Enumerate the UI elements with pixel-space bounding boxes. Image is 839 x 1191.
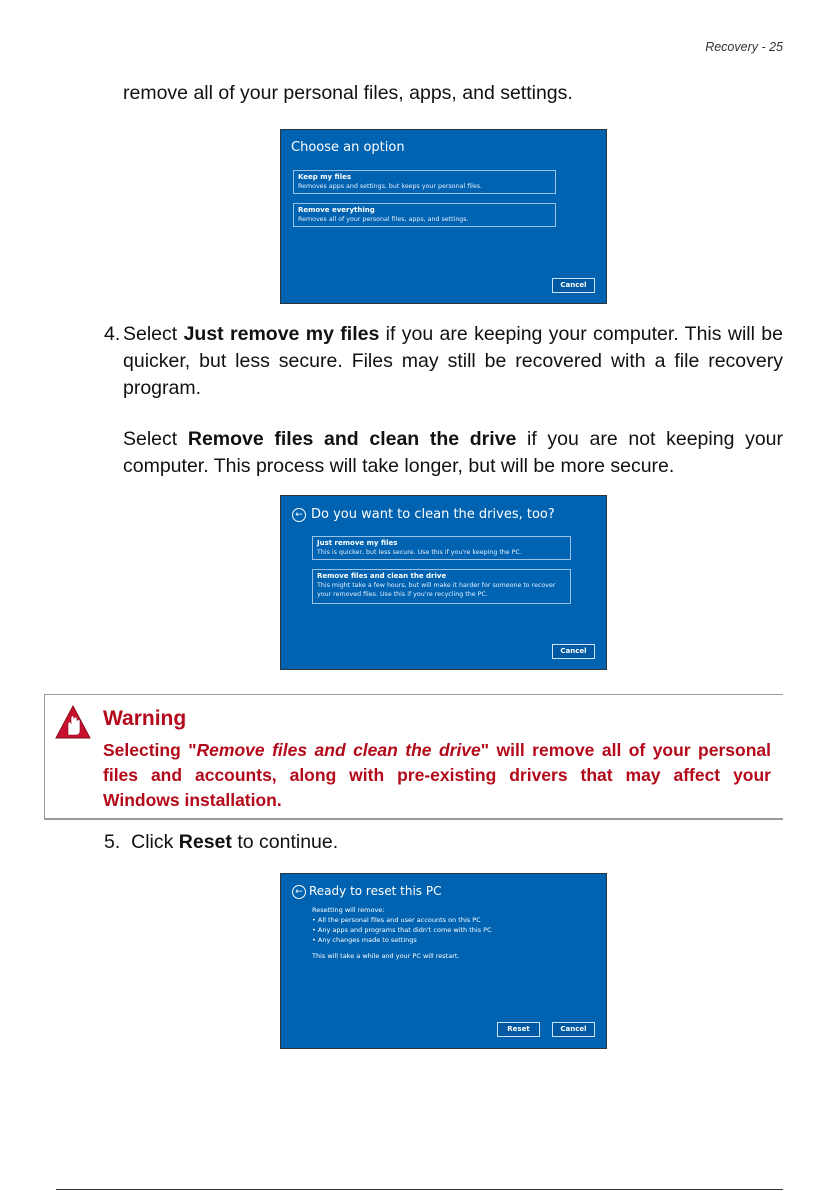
option-name-just-remove: Just remove my files [183,323,380,345]
option-remove-everything [293,203,556,227]
reset-bullet-1: • All the personal files and user accounts on this PC [312,916,481,924]
cancel-button: Cancel [552,278,595,293]
option-label: Just remove my files [317,539,398,547]
text-run: to continue. [231,831,339,853]
reset-button: Reset [497,1022,540,1037]
option-keep-my-files [293,170,556,194]
step-5-number: 5. [104,831,121,853]
text-run: Selecting " [103,740,197,760]
bullet-text: Any changes made to settings [317,936,417,944]
cancel-button: Cancel [552,1022,595,1037]
step-4-number: 4. [104,323,121,345]
footer-rule [56,1189,783,1190]
cancel-button: Cancel [552,644,595,659]
text-run: Click [131,831,179,853]
screen-title: Do you want to clean the drives, too? [311,507,555,522]
warning-box [44,694,783,820]
reset-intro: Resetting will remove: [312,906,385,914]
option-label: Keep my files [298,173,352,181]
option-desc: Removes all of your personal files, apps, and settings. [298,216,469,223]
screen-title: Ready to reset this PC [309,884,442,898]
option-remove-files-and-clean [312,569,571,604]
text-run: Select [123,428,188,450]
text-run: Select [123,323,184,345]
back-arrow-icon: ← [292,508,306,522]
step-4-paragraph-2 [123,426,783,480]
bullet-text: Any apps and programs that didn't come with this PC [317,926,492,934]
text-run: if you are keeping your computer. This will be quicker, but less secure. Files may still be recovered with a file recovery program. [123,323,783,399]
option-label: Remove files and clean the drive [317,572,447,580]
reset-note: This will take a while and your PC will restart. [312,952,460,960]
page-header: Recovery - 25 [705,40,783,54]
choose-option-screenshot [280,129,607,304]
intro-text: remove all of your personal files, apps, and settings. [123,82,573,104]
bullet-text: All the personal files and user accounts on this PC [317,916,481,924]
warning-text [103,738,771,813]
option-desc: This is quicker, but less secure. Use this if you're keeping the PC. [317,549,522,556]
step-5 [104,829,338,856]
option-desc: This might take a few hours, but will make it harder for someone to recover your removed files. Use this if you're recycling the PC. [317,582,556,598]
step-4-paragraph-1 [123,321,783,402]
screen-title: Choose an option [291,140,405,155]
option-label: Remove everything [298,206,375,214]
ready-to-reset-screenshot [280,873,607,1049]
warning-title: Warning [103,707,187,730]
option-just-remove-my-files [312,536,571,560]
reset-bullet-2: • Any apps and programs that didn't come with this PC [312,926,492,934]
reset-keyword: Reset [178,831,232,853]
text-run: " will remove all of your personal files and accounts, along with pre-existing drivers that may affect your Windows installation. [103,740,771,810]
warning-hand-icon [55,705,91,739]
clean-drives-screenshot [280,495,607,670]
option-name-remove-clean: Remove files and clean the drive [187,428,517,450]
back-arrow-icon: ← [292,885,306,899]
option-name-italic: Remove files and clean the drive [196,740,481,760]
option-desc: Removes apps and settings, but keeps your personal files. [298,183,483,190]
text-run: if you are not keeping your computer. This process will take longer, but will be more secure. [123,428,784,477]
reset-bullet-3: • Any changes made to settings [312,936,417,944]
